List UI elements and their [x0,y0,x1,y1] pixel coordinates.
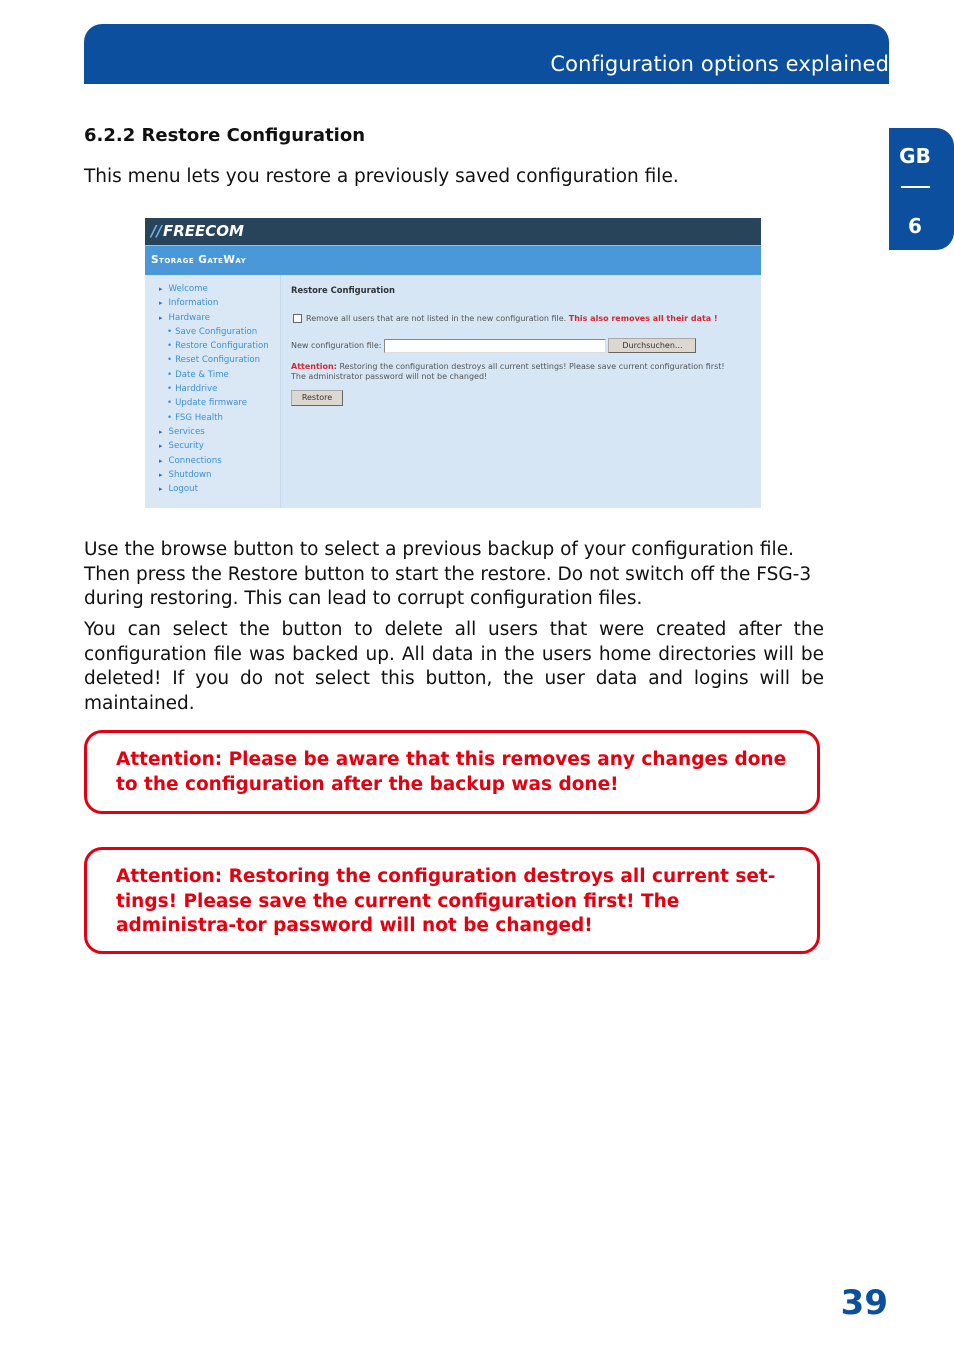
nav-item-date-time[interactable]: • Date & Time [145,368,280,382]
restore-button[interactable]: Restore [291,390,343,406]
tab-divider [901,186,930,188]
body-paragraph-2: You can select the button to delete all users that were created after the configuration file was backed up. All data in the users home directories will be deleted! If you do not select this button, the user data and logins will be maintained. [84,619,824,714]
attention-box-1: Attention: Please be aware that this removes any changes done to the configuration after the backup was done! [84,730,820,814]
nav-item-harddrive[interactable]: • Harddrive [145,382,280,396]
nav-item-connections[interactable]: ▸ Connections [145,454,280,468]
embedded-screenshot [145,218,761,508]
attention-text: Restoring the configuration destroys all current settings! Please save current configuration first! [339,362,725,371]
brand-name: FREECOM [162,222,244,240]
freecom-logo-icon: // [151,222,162,240]
attention-text-2: The administrator password will not be changed! [291,372,488,381]
file-row [291,338,696,353]
remove-users-checkbox[interactable] [293,314,302,323]
intro-text: This menu lets you restore a previously saved configuration file. [84,166,679,187]
browse-button[interactable]: Durchsuchen... [608,338,696,353]
nav-item-hardware[interactable]: ▸ Hardware [145,311,280,325]
nav-item-logout[interactable]: ▸ Logout [145,482,280,496]
chapter-number: 6 [908,214,922,238]
nav-item-security[interactable]: ▸ Security [145,439,280,453]
config-file-input[interactable] [384,339,606,353]
attention-note [291,362,725,382]
panel-title: Restore Configuration [291,285,395,295]
attention-label: Attention: [291,362,337,371]
remove-users-row [293,314,718,323]
language-label: GB [899,144,931,168]
nav-item-save-configuration[interactable]: • Save Configuration [145,325,280,339]
nav-item-restore-configuration[interactable]: • Restore Configuration [145,339,280,353]
nav-item-shutdown[interactable]: ▸ Shutdown [145,468,280,482]
section-heading: 6.2.2 Restore Configuration [84,125,366,146]
nav-item-fsg-health[interactable]: • FSG Health [145,411,280,425]
nav-item-services[interactable]: ▸ Services [145,425,280,439]
nav-item-information[interactable]: ▸ Information [145,296,280,310]
brand-bar [145,218,761,245]
sidebar-nav [145,275,281,508]
chapter-tab [889,128,954,250]
nav-item-reset-configuration[interactable]: • Reset Configuration [145,353,280,367]
page-number: 39 [840,1283,888,1323]
checkbox-label: Remove all users that are not listed in the new configuration file. [306,314,567,323]
header-title: Configuration options explained [550,52,889,76]
file-label: New configuration file: [291,341,382,350]
nav-item-welcome[interactable]: ▸ Welcome [145,282,280,296]
body-paragraph-1: Use the browse button to select a previous backup of your configuration file. Then press the Restore button to start the restore. Do not switch off the FSG-3 during restoring. This can lead to corrupt configuration files. [84,539,812,609]
checkbox-warning: This also removes all their data ! [568,314,718,323]
attention-box-2: Attention: Restoring the configuration destroys all current set-tings! Please save the current configuration first! The administra-tor password will not be changed! [84,847,820,954]
nav-item-update-firmware[interactable]: • Update firmware [145,396,280,410]
product-bar: Storage GateWay [145,245,761,275]
